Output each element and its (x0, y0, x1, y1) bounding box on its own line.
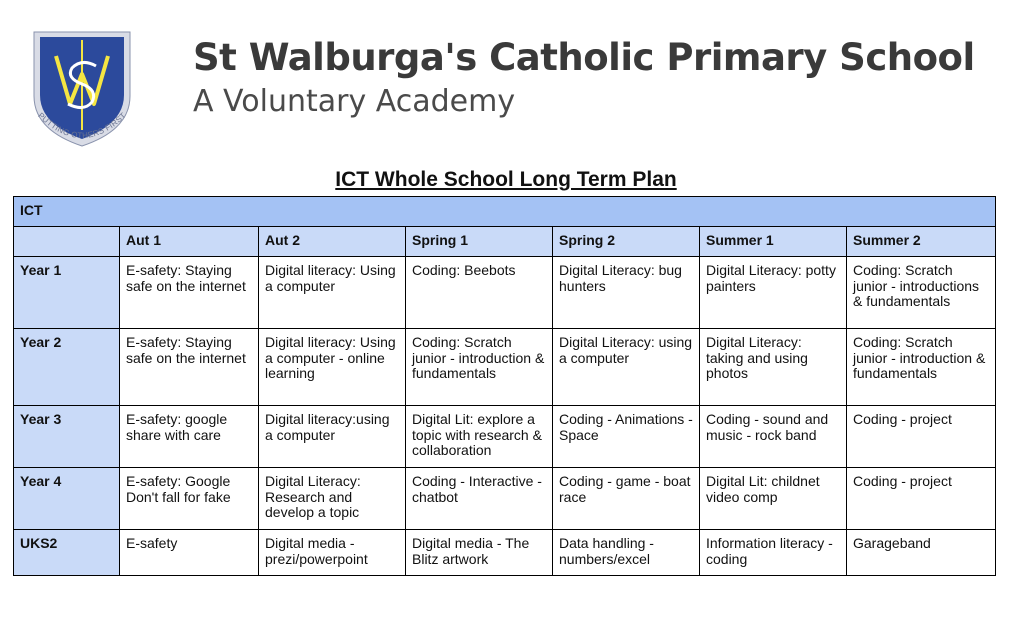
table-cell: Coding - Interactive - chatbot (406, 468, 553, 530)
table-cell: Coding: Scratch junior - introduction & fundamentals (406, 329, 553, 406)
school-name: St Walburga's Catholic Primary School (193, 36, 975, 79)
table-cell: Digital Literacy: bug hunters (553, 257, 700, 329)
table-row (14, 329, 996, 406)
column-header: Spring 2 (553, 227, 700, 257)
table-row (14, 530, 996, 576)
plan-title: ICT Whole School Long Term Plan (335, 168, 677, 191)
long-term-plan-table (13, 196, 996, 576)
table-cell: Digital Lit: explore a topic with research & collaboration (406, 406, 553, 468)
table-cell: Digital Literacy: potty painters (700, 257, 847, 329)
column-header-row (14, 227, 996, 257)
table-cell: Coding - project (847, 406, 996, 468)
table-cell: Coding - Animations - Space (553, 406, 700, 468)
table-cell: Digital Literacy: using a computer (553, 329, 700, 406)
table-cell: Garageband (847, 530, 996, 576)
table-cell: Coding - project (847, 468, 996, 530)
column-header: Summer 2 (847, 227, 996, 257)
table-cell: Digital literacy: Using a computer - online learning (259, 329, 406, 406)
table-cell: Coding: Scratch junior - introduction & fundamentals (847, 329, 996, 406)
column-header (14, 227, 120, 257)
table-cell: E-safety: Google Don't fall for fake (120, 468, 259, 530)
school-crest-logo (26, 26, 138, 154)
year-label: Year 4 (14, 468, 120, 530)
section-label: ICT (14, 197, 996, 227)
table-cell: Digital Lit: childnet video comp (700, 468, 847, 530)
table-cell: Digital media - prezi/powerpoint (259, 530, 406, 576)
section-row (14, 197, 996, 227)
year-label: Year 2 (14, 329, 120, 406)
table-row (14, 257, 996, 329)
table-cell: Digital literacy:using a computer (259, 406, 406, 468)
column-header: Aut 1 (120, 227, 259, 257)
table-cell: E-safety: google share with care (120, 406, 259, 468)
table-cell: Digital Literacy: taking and using photos (700, 329, 847, 406)
table-cell: Data handling - numbers/excel (553, 530, 700, 576)
table-cell: E-safety: Staying safe on the internet (120, 329, 259, 406)
school-subtitle: A Voluntary Academy (193, 84, 516, 119)
svg-text:PUTTING OTHERS FIRST: PUTTING OTHERS FIRST (36, 110, 128, 141)
table-cell: Information literacy - coding (700, 530, 847, 576)
column-header: Summer 1 (700, 227, 847, 257)
table-row (14, 468, 996, 530)
column-header: Aut 2 (259, 227, 406, 257)
table-cell: E-safety (120, 530, 259, 576)
table-cell: Digital Literacy: Research and develop a topic (259, 468, 406, 530)
year-label: UKS2 (14, 530, 120, 576)
table-cell: Coding - game - boat race (553, 468, 700, 530)
table-cell: Coding: Scratch junior - introductions & fundamentals (847, 257, 996, 329)
table-cell: Coding: Beebots (406, 257, 553, 329)
table-cell: E-safety: Staying safe on the internet (120, 257, 259, 329)
table-cell: Coding - sound and music - rock band (700, 406, 847, 468)
year-label: Year 3 (14, 406, 120, 468)
column-header: Spring 1 (406, 227, 553, 257)
table-cell: Digital media - The Blitz artwork (406, 530, 553, 576)
year-label: Year 1 (14, 257, 120, 329)
table-cell: Digital literacy: Using a computer (259, 257, 406, 329)
table-row (14, 406, 996, 468)
